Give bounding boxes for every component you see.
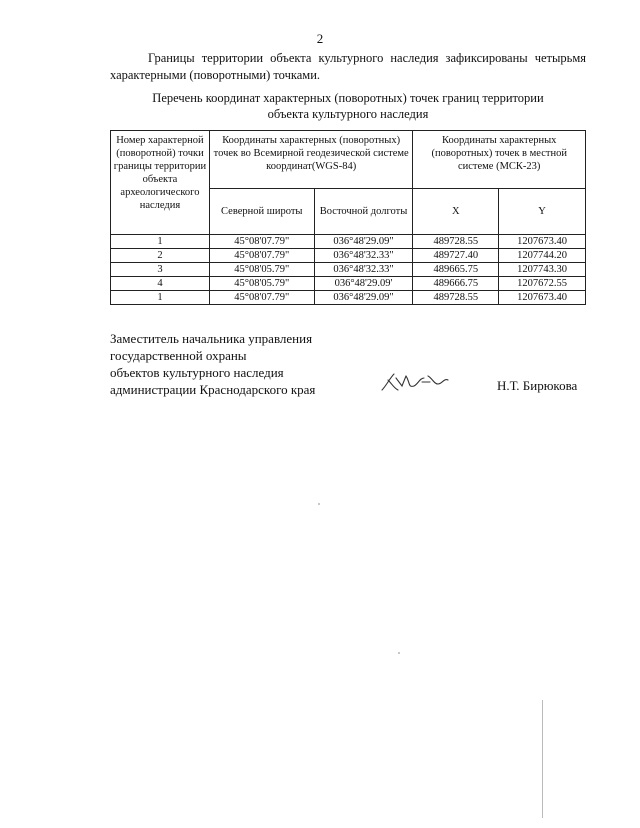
intro-paragraph: Границы территории объекта культурного наследия зафиксированы четырьмя характерными (поворотными) точками. [110,51,586,82]
scan-speck [318,503,320,505]
header-wgs84: Координаты характерных (поворотных) точек во Всемирной геодезической системе координат(WGS-84) [209,131,413,189]
cell-point-number: 1 [111,291,210,305]
cell-longitude: 036°48'29.09' [314,277,413,291]
signatory-title [110,330,315,398]
cell-latitude: 45°08'07.79" [209,235,314,249]
header-latitude: Северной широты [209,188,314,234]
table-row [111,235,586,249]
cell-longitude: 036°48'32.33" [314,263,413,277]
header-longitude: Восточной долготы [314,188,413,234]
list-title-line-2: объекта культурного наследия [267,107,429,121]
cell-x: 489665.75 [413,263,499,277]
list-title-line-1: Перечень координат характерных (поворотных) точек границ территории [152,91,544,105]
cell-point-number: 1 [111,235,210,249]
header-y: Y [499,188,586,234]
cell-point-number: 3 [111,263,210,277]
header-point-number: Номер характерной (поворотной) точки границы территории объекта археологического наследия [111,131,210,235]
cell-x: 489728.55 [413,235,499,249]
cell-latitude: 45°08'07.79" [209,249,314,263]
table-row [111,249,586,263]
signatory-line-1: Заместитель начальника управления [110,331,313,346]
handwritten-signature [378,368,458,398]
cell-x: 489666.75 [413,277,499,291]
cell-y: 1207672.55 [499,277,586,291]
cell-y: 1207673.40 [499,235,586,249]
cell-longitude: 036°48'29.09" [314,291,413,305]
table-row [111,277,586,291]
cell-longitude: 036°48'32.33" [314,249,413,263]
cell-latitude: 45°08'05.79" [209,277,314,291]
cell-point-number: 2 [111,249,210,263]
cell-x: 489727.40 [413,249,499,263]
page-number: 2 [316,31,324,46]
header-x: X [413,188,499,234]
list-title [110,90,586,122]
cell-y: 1207743.30 [499,263,586,277]
cell-latitude: 45°08'05.79" [209,263,314,277]
signatory-line-3: объектов культурного наследия [110,365,284,380]
cell-latitude: 45°08'07.79" [209,291,314,305]
table-row [111,263,586,277]
cell-x: 489728.55 [413,291,499,305]
table-header-row [111,131,586,189]
cell-y: 1207673.40 [499,291,586,305]
header-msk23: Координаты характерных (поворотных) точек в местной системе (МСК-23) [413,131,586,189]
signatory-line-4: администрации Краснодарского края [110,382,316,397]
signatory-line-2: государственной охраны [110,348,247,363]
cell-point-number: 4 [111,277,210,291]
coordinates-table [110,130,586,305]
scan-speck [398,652,400,654]
scan-margin-line [542,700,543,818]
signatory-name: Н.Т. Бирюкова [497,378,578,393]
table-row [111,291,586,305]
cell-longitude: 036°48'29.09" [314,235,413,249]
cell-y: 1207744.20 [499,249,586,263]
